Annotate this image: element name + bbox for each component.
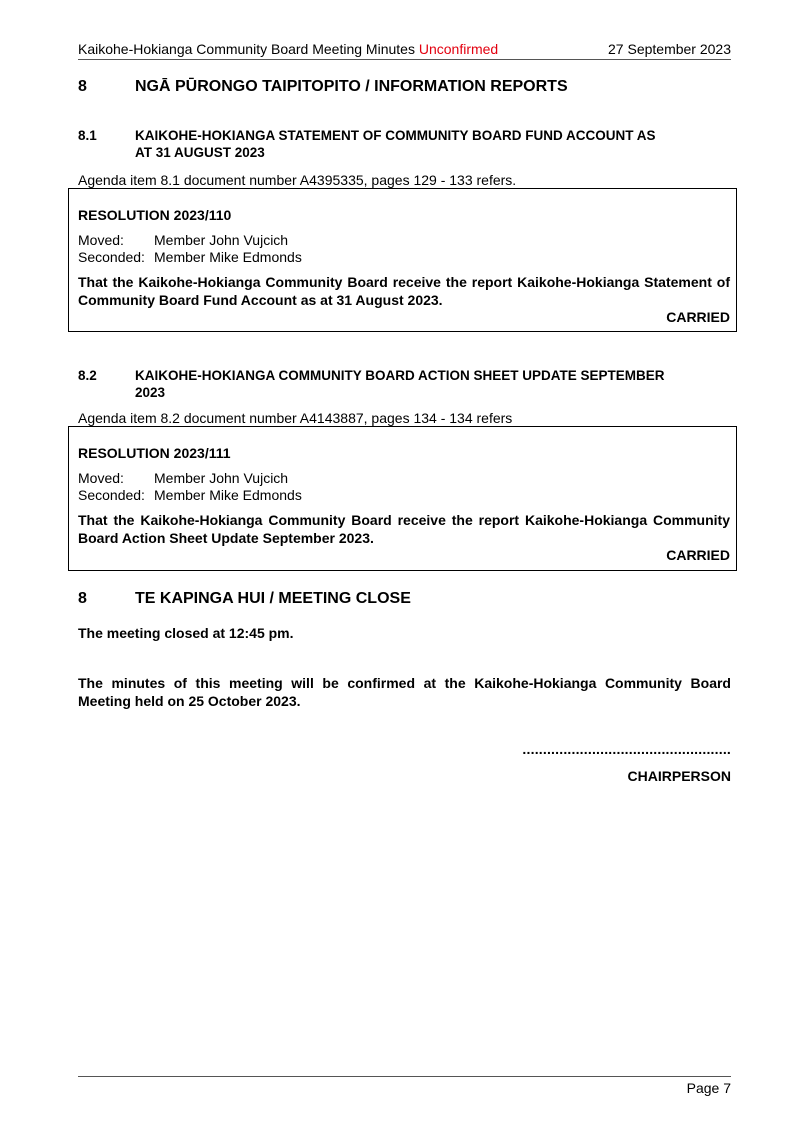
resolution-text: That the Kaikohe-Hokianga Community Board receive the report Kaikohe-Hokianga Statement of Community Board Fund Account as at 31 August 2023.: [78, 274, 730, 308]
section-number: 8: [78, 78, 87, 95]
item-title-line1: KAIKOHE-HOKIANGA STATEMENT OF COMMUNITY BOARD FUND ACCOUNT AS: [135, 128, 656, 143]
seconded-label: Seconded:: [78, 487, 145, 503]
page-header: [78, 40, 731, 60]
chairperson-label: CHAIRPERSON: [627, 768, 731, 784]
seconded-label: Seconded:: [78, 249, 145, 265]
footer-divider: [78, 1076, 731, 1077]
item-title-line2: AT 31 AUGUST 2023: [135, 145, 265, 160]
closing-number: 8: [78, 590, 87, 607]
moved-value: Member John Vujcich: [154, 470, 289, 486]
seconded-value: Member Mike Edmonds: [154, 249, 302, 265]
confirmation-text: The minutes of this meeting will be confirmed at the Kaikohe-Hokianga Community Board Meeting held on 25 October 2023.: [78, 675, 731, 709]
seconded-row: [78, 248, 302, 266]
header-divider: [78, 59, 731, 60]
resolution-title: RESOLUTION 2023/111: [78, 445, 231, 461]
item-heading-8-1: [78, 128, 731, 162]
resolution-box: [68, 426, 737, 571]
agenda-reference: Agenda item 8.2 document number A4143887, pages 134 - 134 refers: [78, 410, 513, 426]
item-title-line2: 2023: [135, 385, 166, 400]
section-title: NGĀ PŪRONGO TAIPITOPITO / INFORMATION REPORTS: [135, 78, 568, 95]
seconded-row: [78, 486, 302, 504]
resolution-box: [68, 188, 737, 332]
header-date: 27 September 2023: [608, 41, 731, 57]
meeting-closed-text: The meeting closed at 12:45 pm.: [78, 625, 294, 641]
page-number: Page 7: [686, 1080, 731, 1096]
resolution-text: That the Kaikohe-Hokianga Community Board receive the report Kaikohe-Hokianga Community Board Action Sheet Update September 2023.: [78, 512, 730, 546]
item-number: 8.1: [78, 128, 97, 143]
moved-row: [78, 231, 288, 249]
header-title-line: [78, 40, 498, 58]
resolution-outcome: CARRIED: [666, 547, 730, 563]
closing-title: TE KAPINGA HUI / MEETING CLOSE: [135, 590, 411, 607]
moved-label: Moved:: [78, 470, 124, 486]
header-status: Unconfirmed: [418, 41, 499, 57]
item-number: 8.2: [78, 368, 97, 383]
closing-heading: [78, 589, 731, 609]
item-title-line1: KAIKOHE-HOKIANGA COMMUNITY BOARD ACTION SHEET UPDATE SEPTEMBER: [135, 368, 665, 383]
moved-row: [78, 469, 288, 487]
signature-line: ...................................................: [522, 741, 731, 757]
moved-value: Member John Vujcich: [154, 232, 289, 248]
moved-label: Moved:: [78, 232, 124, 248]
section-heading: [78, 77, 731, 97]
seconded-value: Member Mike Edmonds: [154, 487, 302, 503]
agenda-reference: Agenda item 8.1 document number A4395335, pages 129 - 133 refers.: [78, 172, 517, 188]
resolution-outcome: CARRIED: [666, 309, 730, 325]
resolution-title: RESOLUTION 2023/110: [78, 207, 232, 223]
header-title: Kaikohe-Hokianga Community Board Meeting Minutes: [78, 41, 415, 57]
item-heading-8-2: [78, 368, 731, 402]
